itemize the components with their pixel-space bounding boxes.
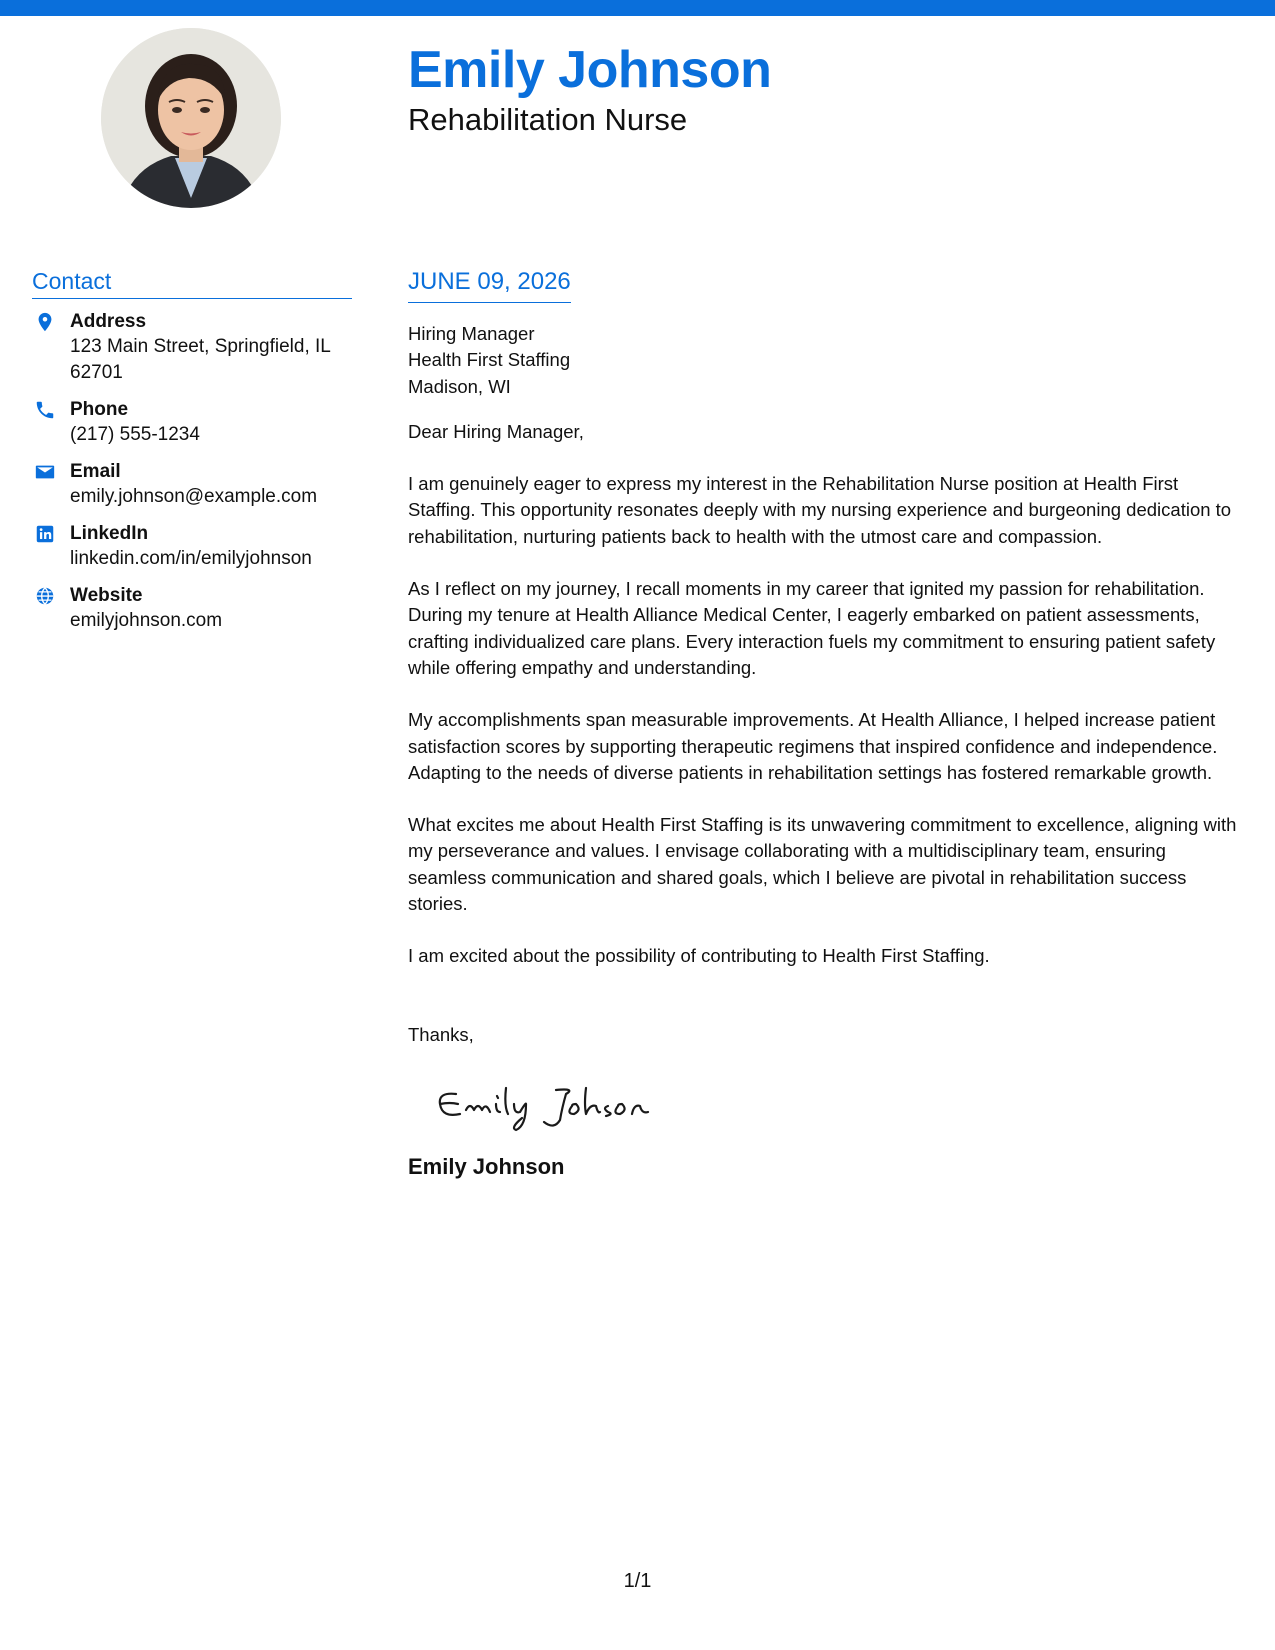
signature-graphic	[426, 1074, 666, 1134]
contact-item-phone	[32, 397, 352, 448]
contact-label: Website	[70, 585, 143, 606]
contact-value-address: 123 Main Street, Springfield, IL 62701	[70, 336, 331, 383]
contact-value-linkedin: linkedin.com/in/emilyjohnson	[70, 548, 312, 569]
map-pin-icon	[34, 311, 56, 333]
contact-label: Address	[70, 311, 147, 332]
body-paragraph: I am excited about the possibility of contributing to Health First Staffing.	[408, 945, 990, 967]
body-paragraph: What excites me about Health First Staffing is its unwavering commitment to excellence, aligning with my perseverance and values. I envisage collaborating with a multidisciplinary team, ensuring seamless communication and shared goals, which I believe are pivotal in rehabilitation success stories.	[408, 814, 1237, 915]
contact-label: LinkedIn	[70, 523, 149, 544]
contact-item-email	[32, 459, 352, 510]
signer-name: Emily Johnson	[408, 1153, 565, 1179]
salutation: Dear Hiring Manager,	[408, 420, 584, 442]
top-accent-bar	[0, 0, 1275, 16]
recipient-line: Madison, WI	[408, 375, 511, 397]
letter-date: JUNE 09, 2026	[408, 268, 571, 303]
contact-item-address	[32, 309, 352, 386]
envelope-icon	[34, 461, 56, 483]
recipient-line: Hiring Manager	[408, 323, 535, 344]
recipient-line: Health First Staffing	[408, 349, 571, 371]
recipient-block	[408, 321, 1248, 400]
contact-label: Phone	[70, 399, 129, 420]
body-paragraph: I am genuinely eager to express my interest in the Rehabilitation Nurse position at Health First Staffing. This opportunity resonates deeply with my nursing experience and burgeoning dedication to rehabilitation, nurturing patients back to health with the utmost care and compassion.	[408, 473, 1232, 547]
page-number: 1/1	[623, 1570, 652, 1592]
body-paragraph: As I reflect on my journey, I recall moments in my career that ignited my passion for rehabilitation. During my tenure at Health Alliance Medical Center, I eagerly embarked on patient assessments, crafting individualized care plans. Every interaction fuels my commitment to ensuring patient safety while offering empathy and understanding.	[408, 578, 1216, 678]
linkedin-icon	[34, 523, 56, 545]
avatar	[101, 28, 281, 208]
avatar-photo	[101, 28, 281, 208]
body-paragraph: My accomplishments span measurable improvements. At Health Alliance, I helped increase patient satisfaction scores by supporting therapeutic regimens that inspired confidence and independence. Adapting to the needs of diverse patients in rehabilitation settings has fostered remarkable growth.	[408, 709, 1218, 783]
contact-value-phone: (217) 555-1234	[70, 424, 200, 445]
contact-sidebar	[32, 266, 352, 645]
contact-item-website	[32, 583, 352, 634]
contact-value-website: emilyjohnson.com	[70, 610, 223, 631]
cover-letter	[408, 268, 1248, 1180]
contact-value-email: emily.johnson@example.com	[70, 486, 318, 507]
phone-icon	[34, 399, 56, 421]
contact-item-linkedin	[32, 521, 352, 572]
closing: Thanks,	[408, 1023, 474, 1045]
contact-heading: Contact	[32, 266, 352, 299]
candidate-name: Emily Johnson	[408, 41, 772, 99]
handwritten-signature	[426, 1074, 1248, 1134]
contact-list	[32, 309, 352, 634]
globe-icon	[34, 585, 56, 607]
candidate-role: Rehabilitation Nurse	[408, 102, 688, 137]
contact-label: Email	[70, 461, 121, 482]
